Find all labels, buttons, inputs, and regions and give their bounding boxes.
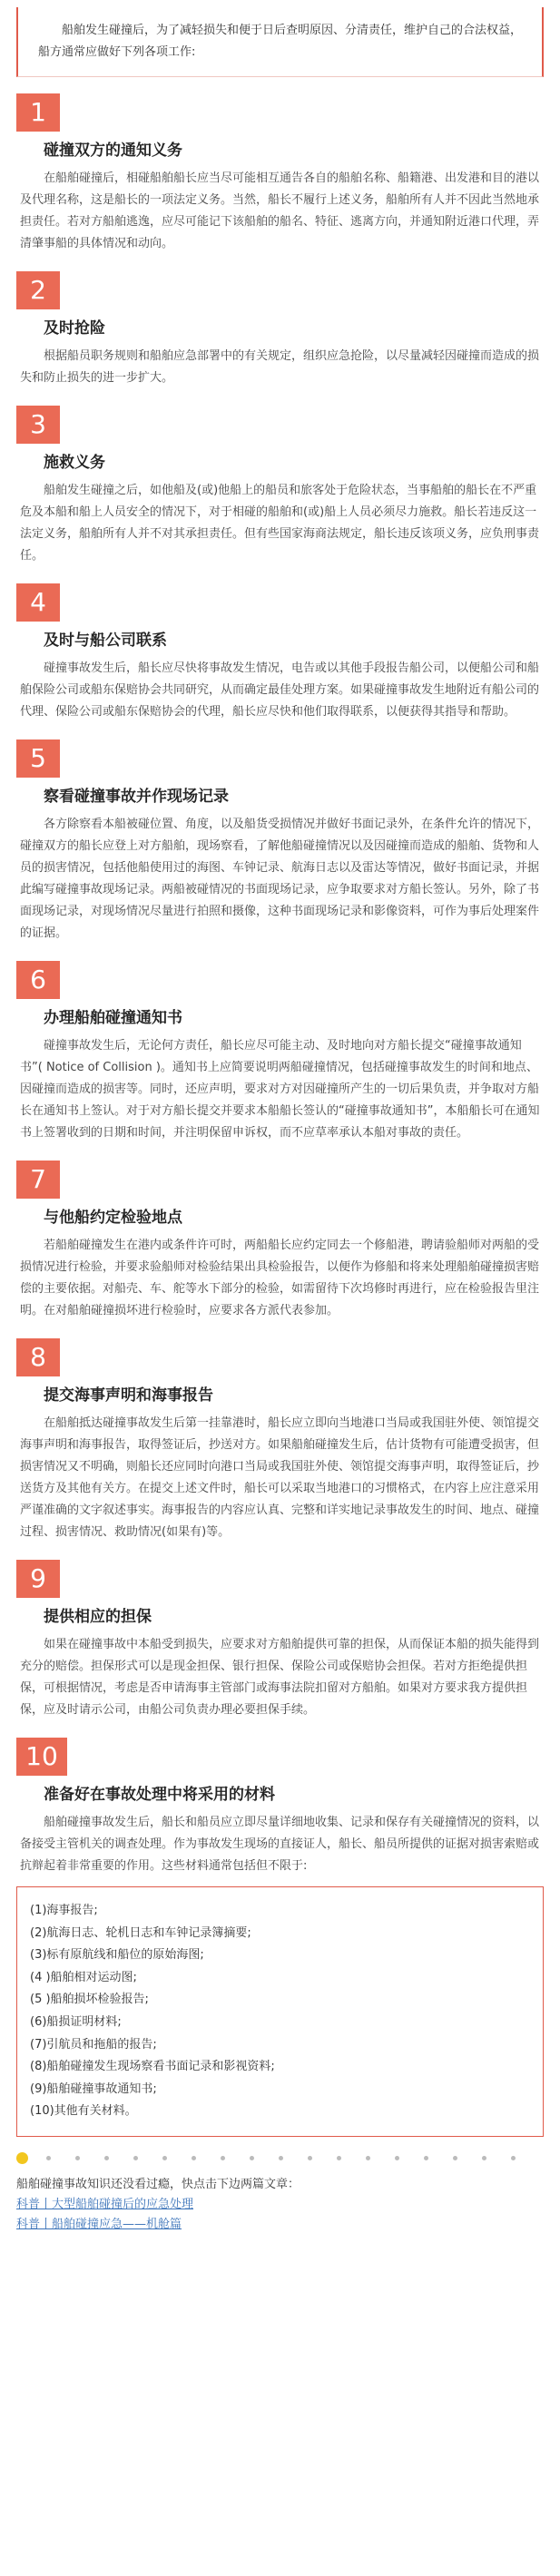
list-item: (5 )船舶损坏检验报告; — [30, 1993, 149, 2007]
related-article-link[interactable]: 科普丨大型船舶碰撞后的应急处理 — [16, 2197, 194, 2211]
related-article-link[interactable]: 科普丨船舶碰撞应急——机舱篇 — [16, 2217, 182, 2231]
section-title: 与他船约定检验地点 — [44, 1209, 182, 1227]
section-title: 准备好在事故处理中将采用的材料 — [44, 1786, 275, 1804]
list-item: (2)航海日志、轮机日志和车钟记录簿摘要; — [30, 1925, 251, 1940]
section-body: 船舶发生碰撞之后，如他船及(或)他船上的船员和旅客处于危险状态，当事船舶的船长在不严重危及本船和船上人员安全的情况下，对于相碰的船舶和(或)船上人员必须尽力施救。船长若违反这一法定义务，船舶所有人并不对其承担责任。但有些国家海商法规定，船长违反该项义务，应负刑事责任。 — [20, 484, 540, 563]
list-item: (6)船损证明材料; — [30, 2014, 122, 2029]
section-number-badge: 1 — [16, 93, 60, 132]
article — [0, 7, 560, 2235]
section-body: 各方除察看本船被碰位置、角度，以及船货受损情况并做好书面记录外，在条件允许的情况下，碰撞双方的船长应登上对方船舶，现场察看，了解他船碰撞情况以及因碰撞而造成的船舶、货物和人员的损害情况，包括他船使用过的海图、车钟记录、航海日志以及雷达等情况，做好书面记录，并据此编写碰撞事故现场记录。两船被碰情况的书面现场记录，应争取要求对方船长签认。另外，除了书面现场记录，对现场情况尽量进行拍照和摄像，这种书面现场记录和影像资料，可作为事后处理案件的证据。 — [20, 818, 540, 940]
section — [16, 961, 544, 1144]
section-number-badge: 3 — [16, 406, 60, 444]
section — [16, 406, 544, 567]
dot-active-icon — [16, 2152, 28, 2164]
list-item: (4 )船舶相对运动图; — [30, 1970, 137, 1984]
dot-icon — [46, 2156, 51, 2160]
list-item: (3)标有原航线和船位的原始海图; — [30, 1948, 204, 1963]
section-body: 船舶碰撞事故发生后，船长和船员应立即尽量详细地收集、记录和保存有关碰撞情况的资料，以备接受主管机关的调查处理。作为事故发生现场的直接证人，船长、船员所提供的证据对损害索赔或抗辩起着非常重要的作用。这些材料通常包括但不限于: — [20, 1816, 540, 1873]
list-item: (10)其他有关材料。 — [30, 2104, 137, 2119]
dot-icon — [279, 2156, 283, 2160]
section — [16, 271, 544, 389]
dot-icon — [75, 2156, 80, 2160]
dot-icon — [424, 2156, 428, 2160]
section — [16, 583, 544, 723]
footer-note: 船舶碰撞事故知识还没看过瘾，快点击下边两篇文章： — [16, 2177, 300, 2191]
dot-icon — [337, 2156, 341, 2160]
section — [16, 1338, 544, 1543]
list-item: (1)海事报告; — [30, 1904, 98, 1917]
section-title: 察看碰撞事故并作现场记录 — [44, 788, 229, 806]
section-title: 施救义务 — [44, 454, 105, 472]
section-number-badge: 4 — [16, 583, 60, 622]
section — [16, 1560, 544, 1721]
dot-icon — [104, 2156, 109, 2160]
sections-container — [16, 93, 544, 1877]
dot-icon — [511, 2156, 516, 2160]
section-body: 如果在碰撞事故中本船受到损失，应要求对方船舶提供可靠的担保，从而保证本船的损失能得到充分的赔偿。担保形式可以是现金担保、银行担保、保险公司或保赔协会担保。若对方拒绝提供担保，可根据情况，考虑是否申请海事主管部门或海事法院扣留对方船舶。如果对方要求我方提供担保，应及时请示公司，由船公司负责办理必要担保手续。 — [20, 1638, 540, 1717]
section-body: 在船舶碰撞后，相碰船舶船长应当尽可能相互通告各自的船舶名称、船籍港、出发港和目的港以及代理名称，这是船长的一项法定义务。当然，船长不履行上述义务，船舶所有人并不因此当然地承担责任。若对方船舶逃逸，应尽可能记下该船舶的船名、特征、逃离方向，并通知附近港口代理，弄清肇事船的具体情况和动向。 — [20, 171, 540, 250]
materials-list — [16, 1886, 544, 2137]
section — [16, 93, 544, 255]
list-item: (8)船舶碰撞发生现场察看书面记录和影视资料; — [30, 2060, 275, 2074]
dot-icon — [133, 2156, 138, 2160]
dot-icon — [308, 2156, 312, 2160]
dot-icon — [162, 2156, 167, 2160]
dot-icon — [250, 2156, 254, 2160]
section-number-badge: 5 — [16, 739, 60, 778]
section-body: 根据船员职务规则和船舶应急部署中的有关规定，组织应急抢险，以尽量减轻因碰撞而造成的损失和防止损失的进一步扩大。 — [20, 349, 540, 385]
pagination-dots — [16, 2151, 544, 2166]
dot-icon — [395, 2156, 399, 2160]
section-title: 提供相应的担保 — [44, 1608, 152, 1626]
list-item: (9)船舶碰撞事故通知书; — [30, 2081, 157, 2096]
section-number-badge: 9 — [16, 1560, 60, 1598]
section-number-badge: 6 — [16, 961, 60, 999]
dot-icon — [482, 2156, 486, 2160]
section-title: 及时抢险 — [44, 319, 105, 338]
dot-icon — [221, 2156, 225, 2160]
section-number-badge: 7 — [16, 1161, 60, 1199]
section-title: 提交海事声明和海事报告 — [44, 1386, 213, 1405]
section — [16, 1738, 544, 1877]
section-title: 碰撞双方的通知义务 — [44, 142, 182, 160]
section-body: 在船舶抵达碰撞事故发生后第一挂靠港时，船长应立即向当地港口当局或我国驻外使、领馆提交海事声明和海事报告，取得签证后，抄送对方。如果船舶碰撞发生后，估计货物有可能遭受损害，但损害情况又不明确，则船长还应同时向港口当局或我国驻外使、领馆提交海事声明，取得签证后，抄送货方及其他有关方。在提交上述文件时，船长可以采取当地港口的习惯格式，在内容上应注意采用严谨准确的文字叙述事实。海事报告的内容应认真、完整和详实地记录事故发生的时间、地点、碰撞过程、损害情况、救助情况(如果有)等。 — [20, 1416, 540, 1539]
section — [16, 739, 544, 945]
dot-icon — [453, 2156, 457, 2160]
section-number-badge: 2 — [16, 271, 60, 309]
section — [16, 1161, 544, 1322]
section-number-badge: 10 — [16, 1738, 67, 1776]
dot-icon — [192, 2156, 196, 2160]
section-body: 碰撞事故发生后，船长应尽快将事故发生情况，电告或以其他手段报告船公司，以便船公司和船舶保险公司或船东保赔协会共同研究，从而确定最佳处理方案。如果碰撞事故发生地附近有船公司的代理、保险公司或船东保赔协会的代理，船长应尽快和他们取得联系，以便获得其指导和帮助。 — [20, 661, 540, 719]
dot-icon — [366, 2156, 370, 2160]
section-number-badge: 8 — [16, 1338, 60, 1376]
section-title: 及时与船公司联系 — [44, 632, 167, 650]
list-item: (7)引航员和拖船的报告; — [30, 2037, 157, 2052]
intro-paragraph: 船舶发生碰撞后，为了减轻损失和便于日后查明原因、分清责任，维护自己的合法权益，船方通常应做好下列各项工作: — [16, 7, 544, 77]
section-body: 碰撞事故发生后，无论何方责任，船长应尽可能主动、及时地向对方船长提交“碰撞事故通知书”( Notice of Collision )。通知书上应简要说明两船碰撞情况，包括碰撞事故发生的时间和地点、因碰撞而造成的损害等。同时，还应声明，要求对方对因碰撞所产生的一切后果负责，并争取对方船长在通知书上签认。对于对方船长提交并要求本船船长签认的“碰撞事故通知书”，本船船长可在通知书上签署收到的日期和时间，并注明保留申诉权，而不应草率承认本船对事故的责任。 — [20, 1039, 540, 1140]
section-title: 办理船舶碰撞通知书 — [44, 1009, 182, 1027]
section-body: 若船舶碰撞发生在港内或条件许可时，两船船长应约定同去一个修船港，聘请验船师对两船的受损情况进行检验，并要求验船师对检验结果出具检验报告，以便作为修船和将来处理船舶碰撞损害赔偿的主要依据。对船壳、车、舵等水下部分的检验，如需留待下次坞修时再进行，应在检验报告里注明。在对船舶碰撞损坏进行检验时，应要求各方派代表参加。 — [20, 1239, 540, 1317]
